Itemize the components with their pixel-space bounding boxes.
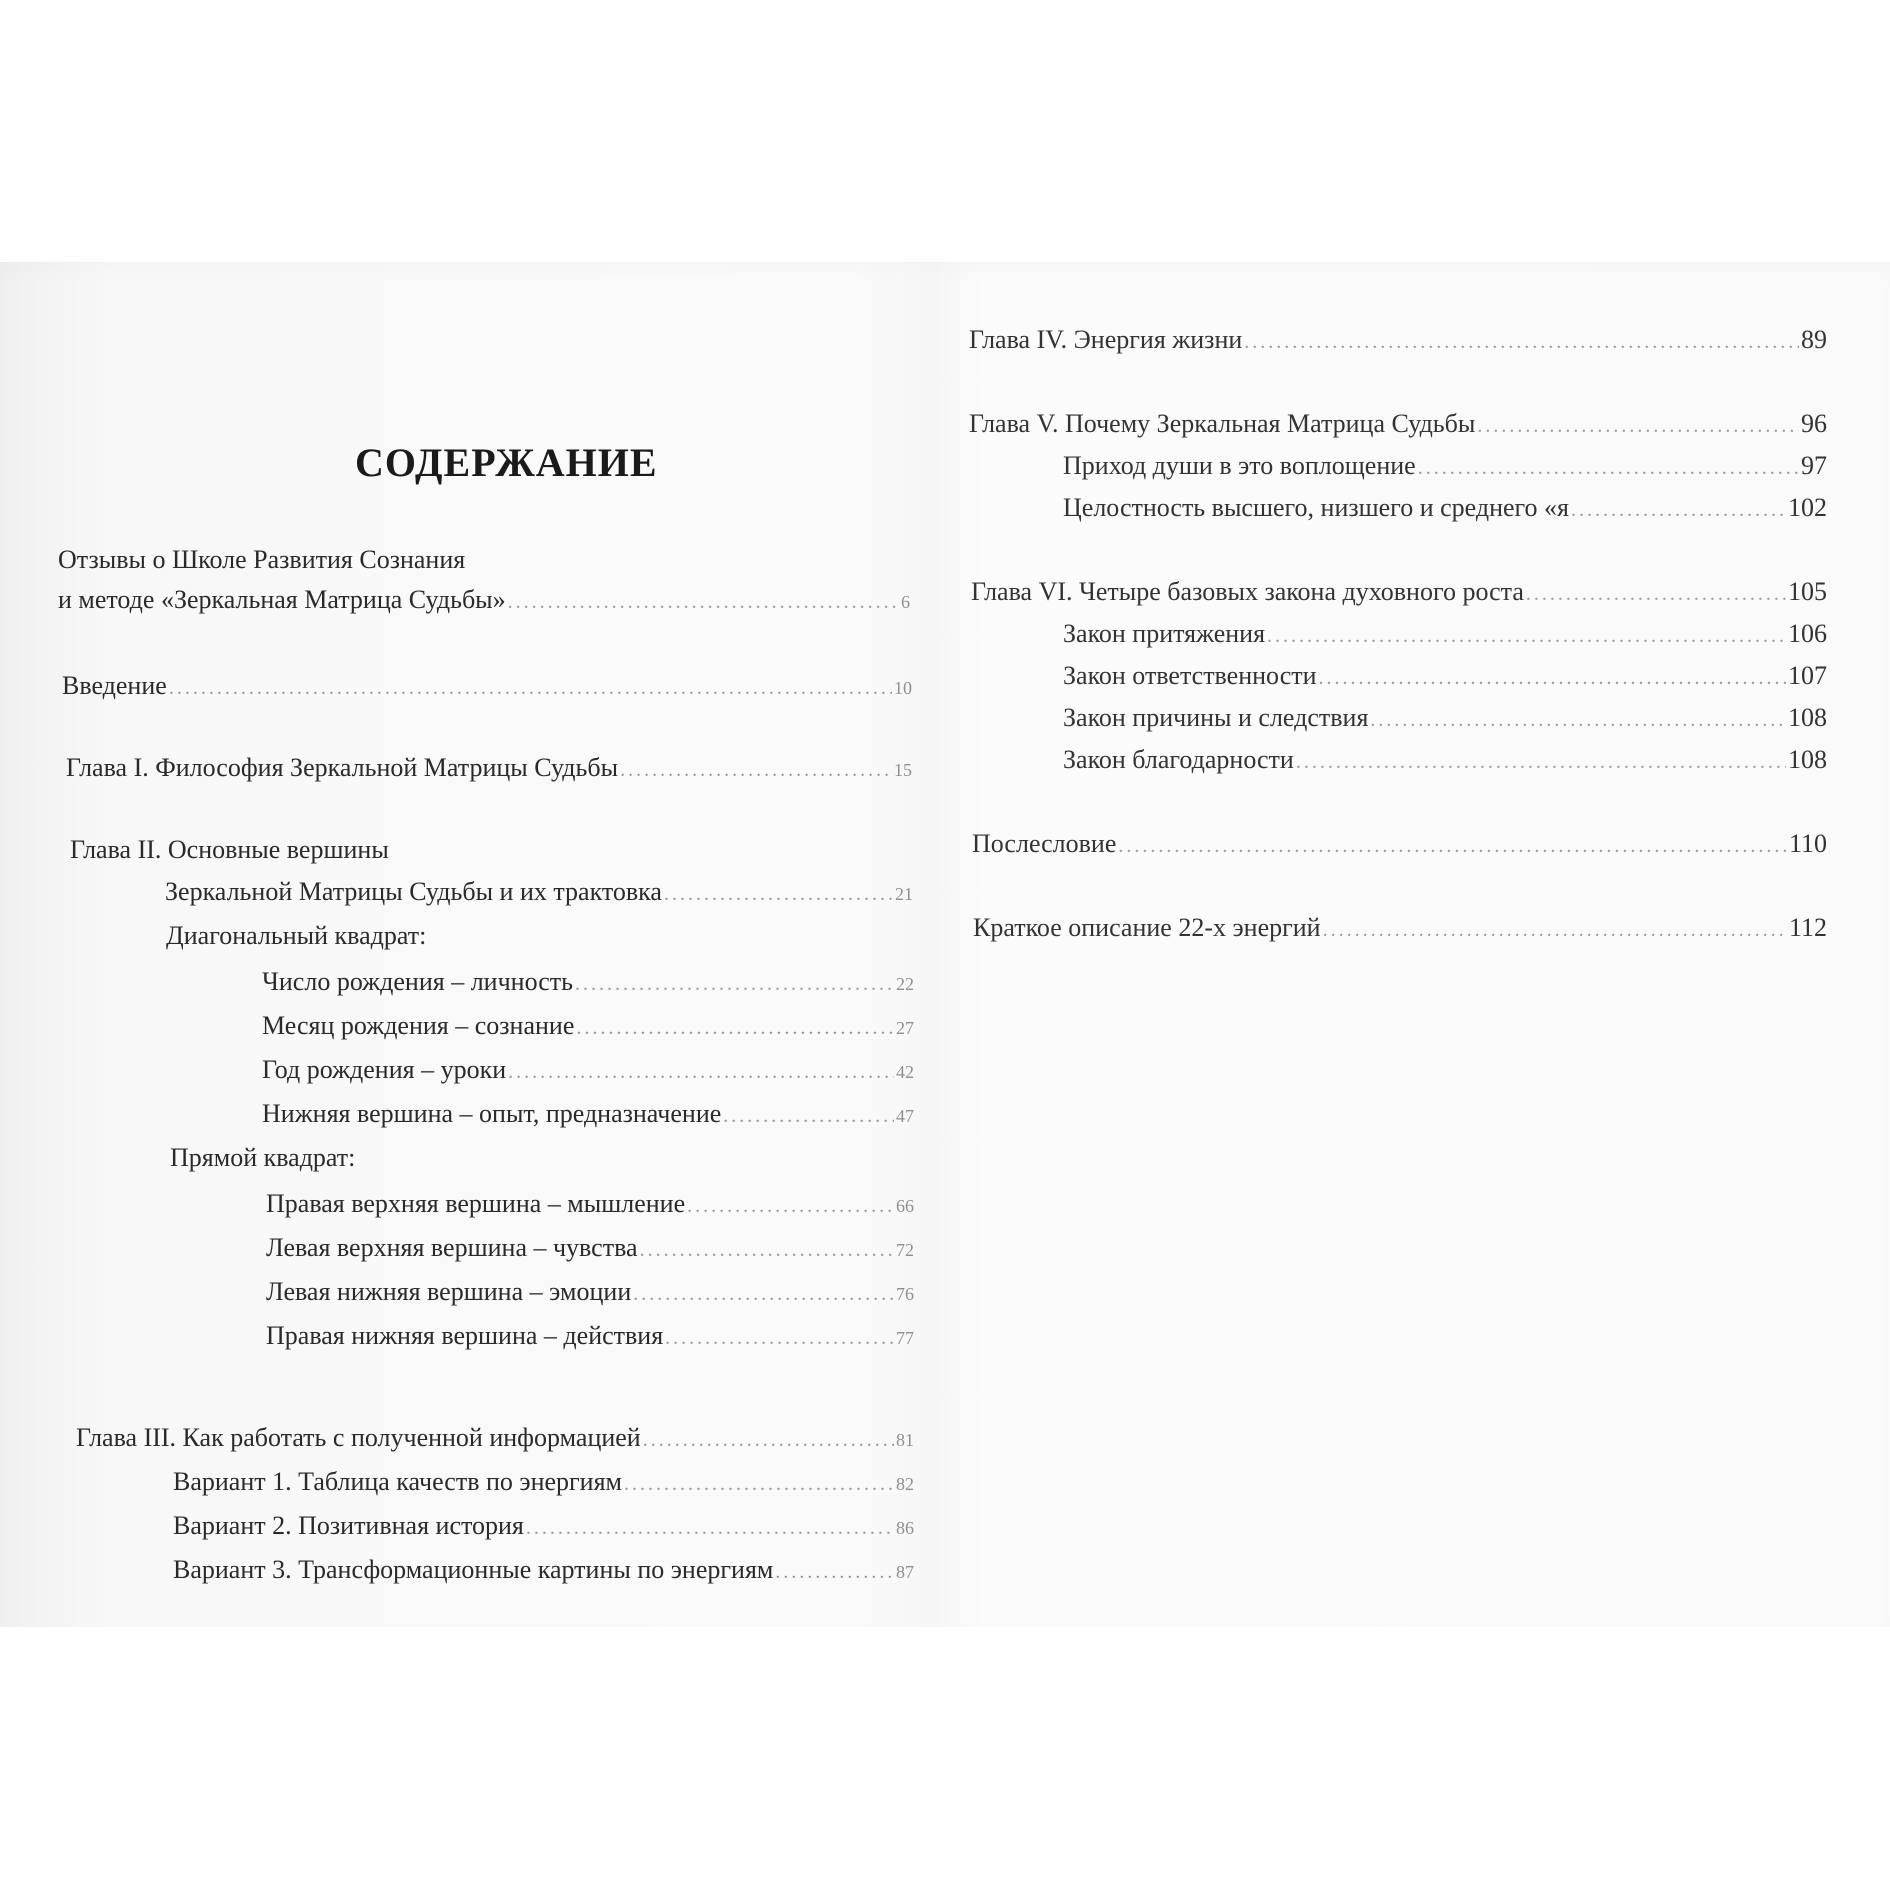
toc-entry-label: Число рождения – личность (262, 967, 573, 996)
leader-dots (1526, 578, 1786, 610)
toc-title: СОДЕРЖАНИЕ (355, 440, 658, 485)
leader-dots (687, 1190, 894, 1222)
toc-entry-page: 77 (896, 1328, 914, 1348)
toc-entry-label: Приход души в это воплощение (1063, 451, 1416, 480)
leader-dots (1418, 452, 1799, 484)
toc-entry-page: 15 (894, 760, 912, 780)
toc-entry-label: Левая нижняя вершина – эмоции (266, 1277, 632, 1306)
toc-entry-page: 105 (1788, 577, 1827, 606)
leader-dots (1267, 620, 1786, 652)
toc-entry-label: Краткое описание 22-х энергий (973, 913, 1321, 942)
toc-entry-page: 106 (1788, 619, 1827, 648)
toc-entry-page: 76 (896, 1284, 914, 1304)
toc-entry-label: Закон притяжения (1063, 619, 1266, 648)
toc-entry-chapter-5[interactable] (969, 408, 1827, 442)
toc-entry-label: Левая верхняя вершина – чувства (266, 1233, 638, 1262)
toc-entry-page: 66 (896, 1196, 914, 1216)
leader-dots (624, 1468, 894, 1500)
leader-dots (1244, 326, 1799, 358)
toc-entry-page: 10 (894, 678, 912, 698)
toc-entry-reviews[interactable] (58, 584, 910, 618)
toc-entry-page: 102 (1788, 493, 1827, 522)
leader-dots (723, 1100, 894, 1132)
leader-dots (1319, 662, 1786, 694)
leader-dots (643, 1424, 894, 1456)
toc-entry-label: Послесловие (972, 829, 1117, 858)
toc-entry-page: 112 (1788, 913, 1827, 942)
toc-entry-energies[interactable] (973, 912, 1827, 946)
section-heading-diagonal-square: Диагональный квадрат: (166, 921, 427, 950)
leader-dots (169, 672, 892, 704)
toc-entry-page: 27 (896, 1018, 914, 1038)
toc-entry-page: 97 (1801, 451, 1827, 480)
toc-entry[interactable] (1063, 618, 1827, 652)
toc-entry[interactable] (173, 1554, 914, 1588)
leader-dots (1118, 830, 1787, 862)
toc-entry-page: 89 (1801, 325, 1827, 354)
toc-entry-label: Вариант 1. Таблица качеств по энергиям (173, 1467, 623, 1496)
toc-entry-chapter-2[interactable] (165, 876, 913, 910)
toc-entry-label: Вариант 2. Позитивная история (173, 1511, 524, 1540)
toc-entry[interactable] (266, 1276, 914, 1310)
toc-entry-page: 72 (896, 1240, 914, 1260)
toc-entry-page: 21 (895, 884, 913, 904)
toc-entry-label: Введение (62, 671, 167, 700)
toc-entry[interactable] (262, 1054, 914, 1088)
toc-entry-label: Правая верхняя вершина – мышление (266, 1189, 686, 1218)
leader-dots (1571, 494, 1786, 526)
leader-dots (640, 1234, 894, 1266)
toc-entry[interactable] (262, 966, 914, 1000)
toc-entry-page: 87 (896, 1562, 914, 1582)
toc-entry[interactable] (266, 1232, 914, 1266)
toc-entry-reviews-line1: Отзывы о Школе Развития Сознания (58, 545, 466, 574)
toc-entry-label: Глава I. Философия Зеркальной Матрицы Судьбы (66, 753, 619, 782)
toc-entry-label: Правая нижняя вершина – действия (266, 1321, 664, 1350)
leader-dots (775, 1556, 894, 1588)
leader-dots (508, 1056, 894, 1088)
toc-entry-label: Закон ответственности (1063, 661, 1317, 690)
toc-entry[interactable] (173, 1466, 914, 1500)
toc-entry-page: 108 (1788, 703, 1827, 732)
toc-entry[interactable] (266, 1188, 914, 1222)
toc-entry-page: 42 (896, 1062, 914, 1082)
leader-dots (1323, 914, 1787, 946)
toc-entry[interactable] (262, 1010, 914, 1044)
toc-entry-label: Глава VI. Четыре базовых закона духовного роста (971, 577, 1524, 606)
toc-entry-label: Глава IV. Энергия жизни (969, 325, 1243, 354)
toc-entry-label: Месяц рождения – сознание (262, 1011, 575, 1040)
toc-entry-label: Вариант 3. Трансформационные картины по энергиям (173, 1555, 774, 1584)
toc-entry-label: Закон благодарности (1063, 745, 1294, 774)
toc-entry[interactable] (173, 1510, 914, 1544)
toc-entry-page: 107 (1788, 661, 1827, 690)
toc-entry-intro[interactable] (62, 670, 912, 704)
toc-entry-page: 110 (1788, 829, 1827, 858)
toc-entry-chapter-3[interactable] (76, 1422, 914, 1456)
toc-entry-page: 96 (1801, 409, 1827, 438)
toc-entry-label: Глава V. Почему Зеркальная Матрица Судьбы (969, 409, 1476, 438)
toc-entry-afterword[interactable] (972, 828, 1827, 862)
toc-entry-page: 22 (896, 974, 914, 994)
leader-dots (665, 1322, 894, 1354)
toc-entry[interactable] (1063, 492, 1827, 526)
toc-entry-label: и методе «Зеркальная Матрица Судьбы» (58, 585, 506, 614)
toc-entry-label: Глава III. Как работать с полученной информацией (76, 1423, 641, 1452)
toc-entry[interactable] (266, 1320, 914, 1354)
toc-entry-label: Год рождения – уроки (262, 1055, 507, 1084)
leader-dots (1370, 704, 1786, 736)
toc-entry-page: 47 (896, 1106, 914, 1126)
toc-entry[interactable] (262, 1098, 914, 1132)
toc-entry[interactable] (1063, 660, 1827, 694)
right-page (945, 262, 1890, 1627)
leader-dots (633, 1278, 894, 1310)
toc-entry-label: Закон причины и следствия (1063, 703, 1369, 732)
leader-dots (575, 968, 894, 1000)
leader-dots (576, 1012, 894, 1044)
leader-dots (620, 754, 892, 786)
open-book-spread (0, 262, 1890, 1627)
leader-dots (526, 1512, 894, 1544)
toc-entry-label: Целостность высшего, низшего и среднего «я (1063, 493, 1570, 522)
toc-entry-page: 86 (896, 1518, 914, 1538)
toc-entry[interactable] (1063, 744, 1827, 778)
leader-dots (1296, 746, 1786, 778)
toc-entry-chapter-1[interactable] (66, 752, 912, 786)
toc-entry-chapter-2-line1: Глава II. Основные вершины (70, 835, 389, 864)
toc-entry-page: 6 (901, 592, 910, 612)
toc-entry-label: Зеркальной Матрицы Судьбы и их трактовка (165, 877, 662, 906)
leader-dots (508, 586, 899, 618)
toc-entry-page: 82 (896, 1474, 914, 1494)
leader-dots (664, 878, 893, 910)
toc-entry-page: 108 (1788, 745, 1827, 774)
section-heading-straight-square: Прямой квадрат: (170, 1143, 356, 1172)
toc-entry[interactable] (1063, 450, 1827, 484)
toc-entry-chapter-6[interactable] (971, 576, 1827, 610)
leader-dots (1477, 410, 1799, 442)
toc-entry-chapter-4[interactable] (969, 324, 1827, 358)
left-page (0, 262, 945, 1627)
toc-entry-label: Нижняя вершина – опыт, предназначение (262, 1099, 722, 1128)
toc-entry[interactable] (1063, 702, 1827, 736)
toc-entry-page: 81 (896, 1430, 914, 1450)
